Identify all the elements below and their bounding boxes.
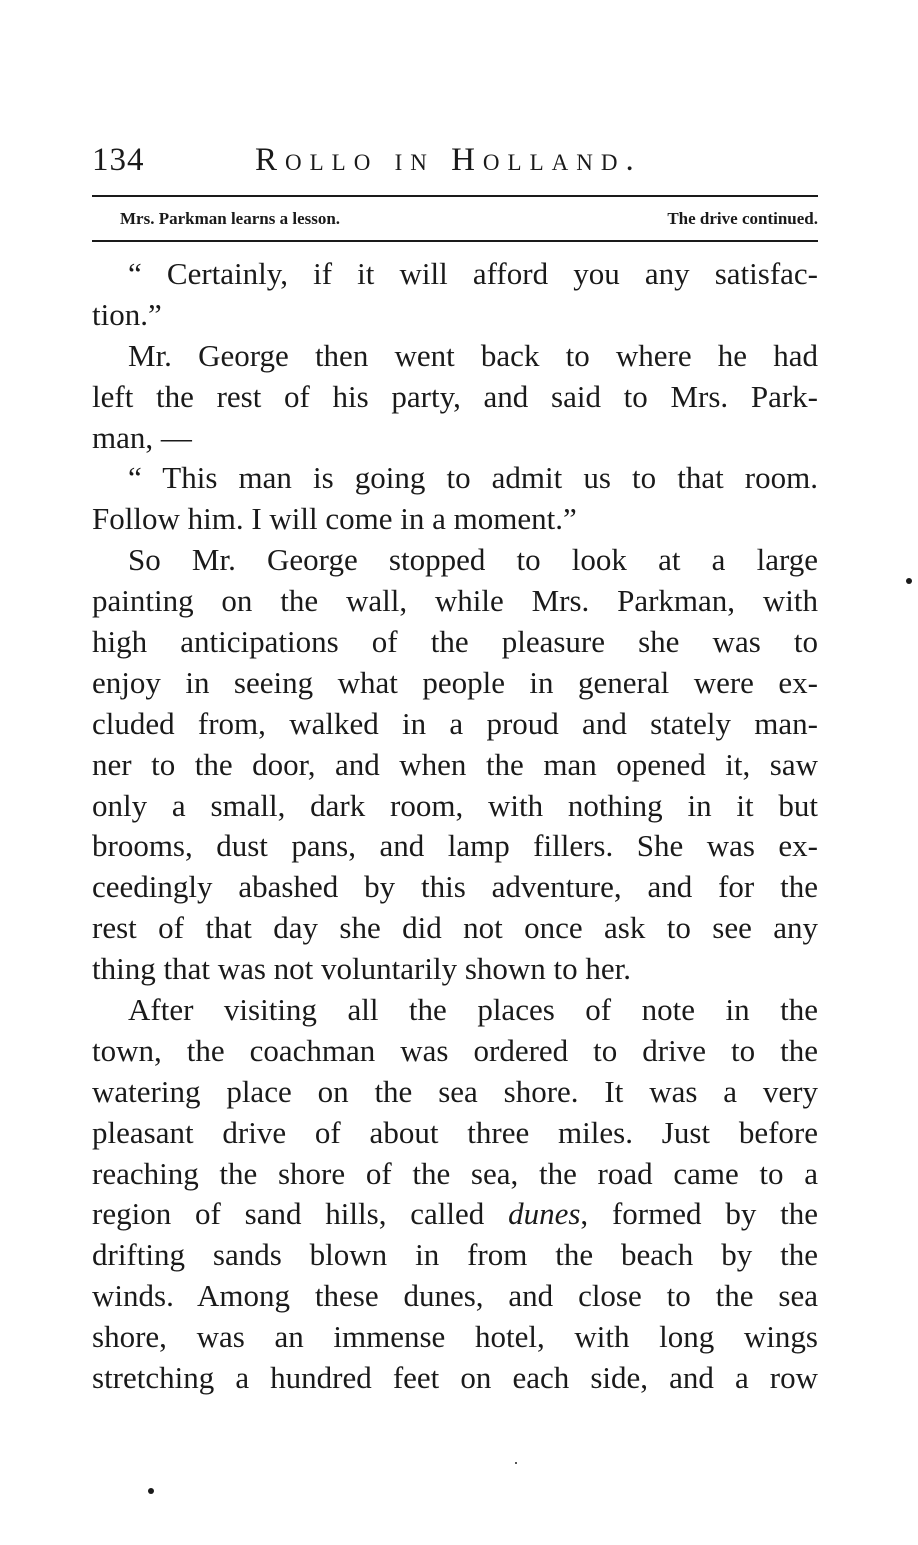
- text-line: cluded from, walked in a proud and stately man-: [92, 705, 818, 741]
- header-rule-top: [92, 195, 818, 197]
- text-line-with-italic: [92, 1194, 818, 1235]
- subhead-left: Mrs. Parkman learns a lesson.: [120, 209, 341, 228]
- text-fragment: region of sand hills, called: [92, 1196, 485, 1232]
- text-line: town, the coachman was ordered to drive to the: [92, 1032, 818, 1068]
- text-line: drifting sands blown in from the beach by the: [92, 1237, 818, 1273]
- text-line: man, —: [92, 419, 192, 455]
- text-line: thing that was not voluntarily shown to her.: [92, 951, 632, 987]
- running-header: [92, 140, 818, 180]
- ink-speck: [906, 578, 912, 584]
- text-line: painting on the wall, while Mrs. Parkman, with: [92, 583, 818, 619]
- text-line: reaching the shore of the sea, the road came to a: [92, 1155, 818, 1191]
- text-line: stretching a hundred feet on each side, and a row: [92, 1360, 818, 1396]
- text-line: tion.”: [92, 296, 162, 332]
- subhead-right: The drive continued.: [667, 209, 818, 228]
- section-subheads: [92, 202, 818, 236]
- text-line: Mr. George then went back to where he had: [128, 337, 818, 373]
- running-title: Rollo in Holland.: [255, 142, 642, 178]
- text-line: watering place on the sea shore. It was a very: [92, 1073, 818, 1109]
- body-text: [92, 254, 818, 1399]
- text-line: only a small, dark room, with nothing in it but: [92, 787, 818, 823]
- text-line: enjoy in seeing what people in general were ex-: [92, 664, 818, 700]
- text-line: left the rest of his party, and said to Mrs. Park-: [92, 378, 818, 414]
- ink-speck: [515, 1462, 517, 1464]
- text-line: ner to the door, and when the man opened it, saw: [92, 746, 818, 782]
- text-line: “ This man is going to admit us to that room.: [128, 460, 818, 496]
- header-rule-bottom: [92, 240, 818, 242]
- ink-speck: [148, 1488, 154, 1494]
- text-line: ceedingly abashed by this adventure, and for the: [92, 869, 818, 905]
- text-line: high anticipations of the pleasure she was to: [92, 624, 818, 660]
- text-line: shore, was an immense hotel, with long wings: [92, 1319, 818, 1355]
- text-line: rest of that day she did not once ask to see any: [92, 910, 818, 946]
- italic-term: dunes: [508, 1196, 581, 1232]
- text-line: pleasant drive of about three miles. Just before: [92, 1114, 818, 1150]
- text-line: winds. Among these dunes, and close to the sea: [92, 1278, 818, 1314]
- text-line: After visiting all the places of note in the: [128, 992, 818, 1028]
- text-line: Follow him. I will come in a moment.”: [92, 501, 577, 537]
- page-number: 134: [92, 142, 145, 178]
- text-fragment: , formed by the: [580, 1196, 819, 1232]
- text-line: brooms, dust pans, and lamp fillers. She was ex-: [92, 828, 818, 864]
- text-line: “ Certainly, if it will afford you any satisfac-: [128, 256, 818, 291]
- text-line: So Mr. George stopped to look at a large: [128, 542, 818, 578]
